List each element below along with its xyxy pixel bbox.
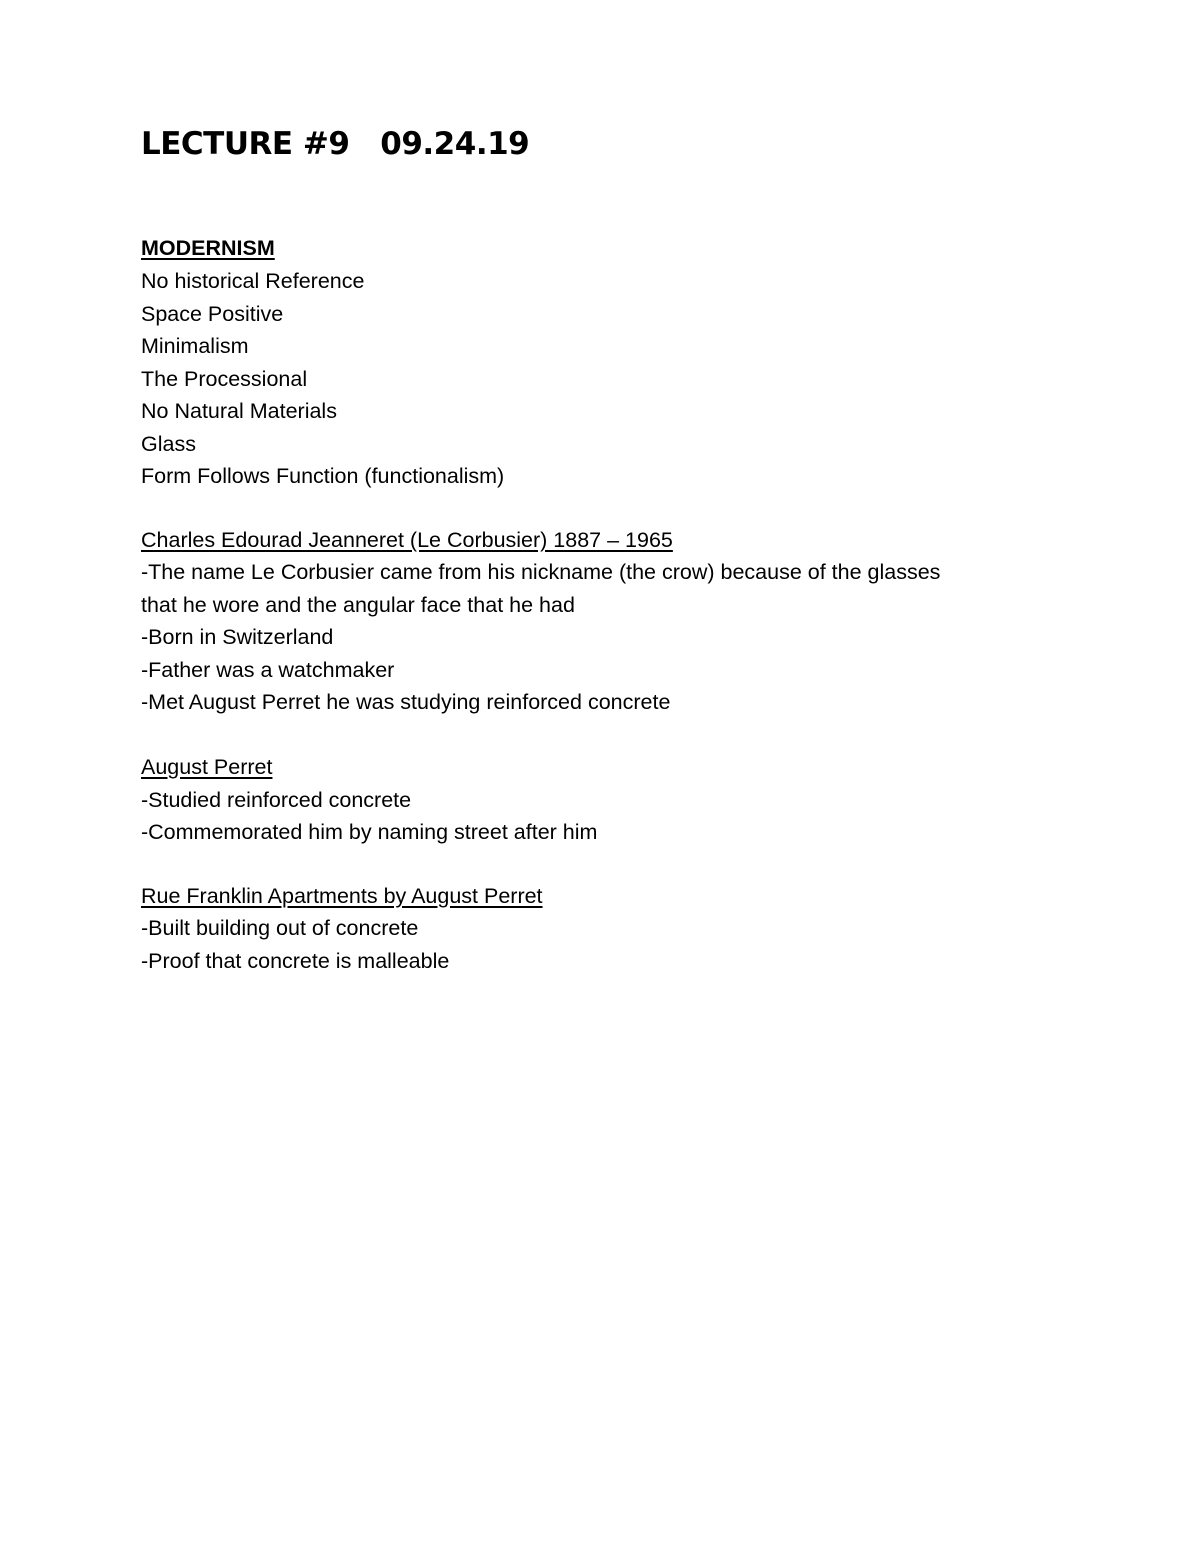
section-heading-august-perret: August Perret — [141, 755, 273, 779]
list-item: -The name Le Corbusier came from his nickname (the crow) because of the glasses — [141, 560, 941, 584]
list-item: -Proof that concrete is malleable — [141, 949, 450, 973]
list-item: Form Follows Function (functionalism) — [141, 464, 505, 488]
list-item: -Born in Switzerland — [141, 625, 334, 649]
list-item: -Father was a watchmaker — [141, 658, 395, 682]
section-heading-le-corbusier: Charles Edourad Jeanneret (Le Corbusier) 1887 – 1965 — [141, 528, 673, 552]
list-item: -Commemorated him by naming street after him — [141, 820, 598, 844]
list-item: Glass — [141, 432, 196, 456]
list-item: No historical Reference — [141, 269, 365, 293]
section-heading-modernism: MODERNISM — [141, 236, 275, 260]
list-item: Minimalism — [141, 334, 249, 358]
page-title: LECTURE #9 09.24.19 — [141, 126, 530, 162]
list-item: that he wore and the angular face that he had — [141, 593, 575, 617]
list-item: No Natural Materials — [141, 399, 337, 423]
list-item: The Processional — [141, 367, 308, 391]
list-item: -Built building out of concrete — [141, 916, 419, 940]
list-item: -Met August Perret he was studying reinforced concrete — [141, 690, 671, 714]
list-item: Space Positive — [141, 302, 284, 326]
section-heading-rue-franklin: Rue Franklin Apartments by August Perret — [141, 884, 543, 908]
list-item: -Studied reinforced concrete — [141, 788, 412, 812]
